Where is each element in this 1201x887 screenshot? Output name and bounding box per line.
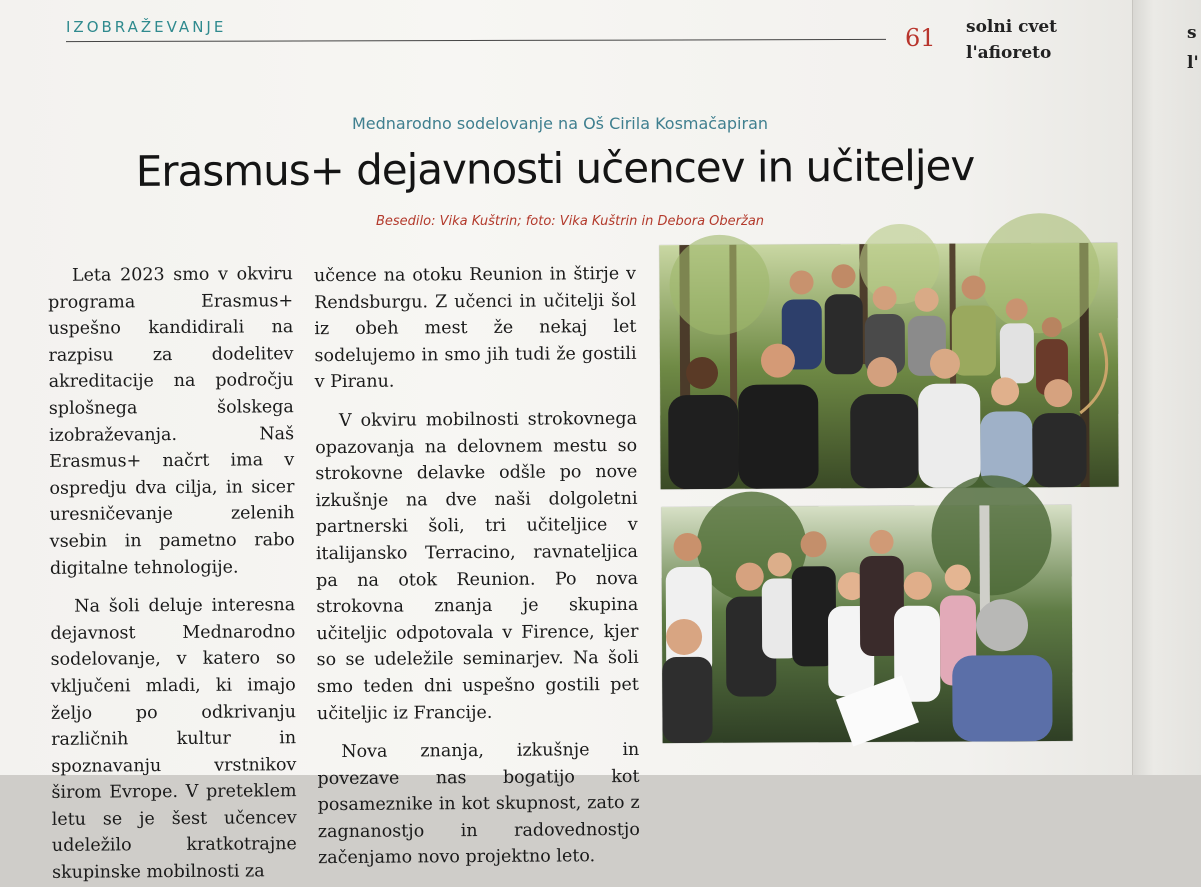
group-photo-park <box>661 505 1072 743</box>
page-number: 61 <box>905 24 936 52</box>
article-column-2 <box>314 261 640 872</box>
header-rule <box>66 39 886 42</box>
paragraph: učence na otoku Reunion in štirje v Rendsburgu. Z učenci in učitelji šol iz obeh mest že nekaj let sodelujemo in smo jih tudi že gostili v Piranu. <box>313 263 637 393</box>
next-page-fragment: s l' <box>1187 23 1199 73</box>
forest-group-illustration <box>659 243 1118 489</box>
magazine-title <box>966 14 1057 66</box>
article-kicker: Mednarodno sodelovanje na Oš Cirila Kosmačapiran <box>351 114 769 133</box>
paragraph: V okviru mobilnosti strokovnega opazovanja na delovnem mestu so strokovne delavke odšle po nove izkušnje na dve naši dolgoletni partnerski šoli, tri učiteljice v italijansko Terracino, ravnateljica pa na otok Reunion. Po nova strokovna znanja je skupina učiteljic odpotovala v Firence, kjer so se udeležile seminarjev. Na šoli smo teden dni uspešno gostili pet učiteljic iz Francije. <box>315 408 639 724</box>
park-group-illustration <box>661 505 1072 743</box>
magazine-title-line1: solni cvet <box>966 17 1058 37</box>
section-label: IZOBRAŽEVANJE <box>66 18 227 36</box>
group-photo-forest <box>659 243 1118 489</box>
paragraph: Leta 2023 smo v okviru programa Erasmus+ uspešno kandidirali na razpisu za dodelitev akreditacije na področju splošnega šolskega izobraževanja. Naš Erasmus+ načrt ima v ospredju dva cilja, in sicer uresničevanje zelenih vsebin in pametno rabo digitalne tehnologije. <box>48 264 295 579</box>
article-column-1 <box>48 261 297 886</box>
paragraph: Na šoli deluje interesna dejavnost Mednarodno sodelovanje, v katero so vključeni mladi, ki imajo željo po odkrivanju različnih kultur in spoznavanju vrstnikov širom Evrope. V preteklem letu se je šest učencev udeležilo kratkotrajne skupinske mobilnosti za <box>50 595 297 883</box>
next-page-edge <box>1132 0 1201 775</box>
article-headline: Erasmus+ dejavnosti učencev in učiteljev <box>135 141 975 196</box>
magazine-title-line2: l'afioreto <box>966 43 1052 63</box>
paragraph: Nova znanja, izkušnje in povezave nas bogatijo kot posameznike in kot skupnost, zato z zagnanostjo in radovednostjo začenjamo novo projektno leto. <box>317 739 640 869</box>
article-credits: Besedilo: Vika Kuštrin; foto: Vika Kuštrin in Debora Oberžan <box>375 214 765 229</box>
